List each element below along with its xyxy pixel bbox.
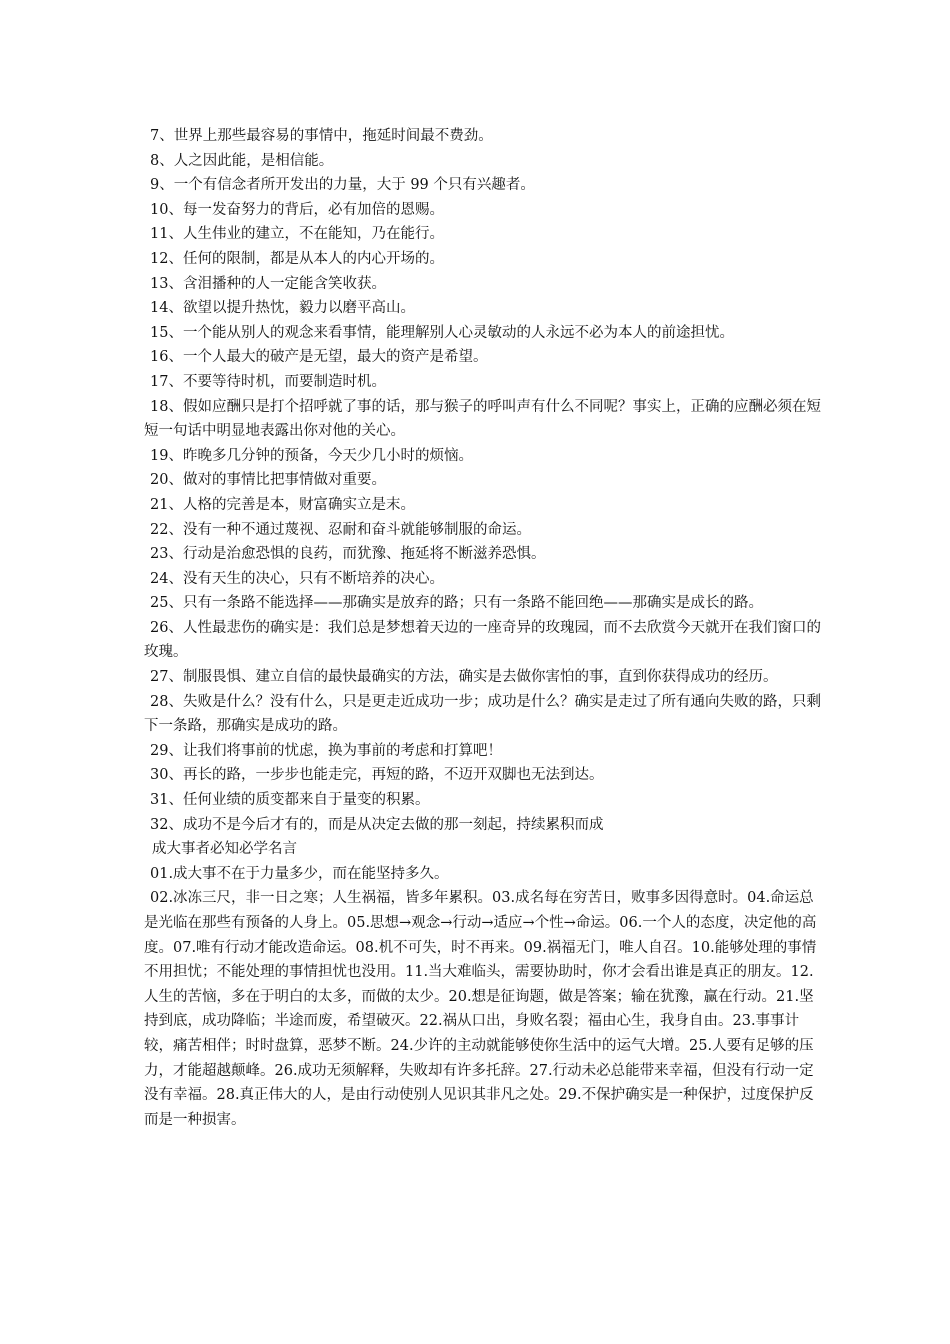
quote-line: 22、没有一种不通过蔑视、忍耐和奋斗就能够制服的命运。 xyxy=(150,521,531,538)
quote-line: 7、世界上那些最容易的事情中，拖延时间最不费劲。 xyxy=(150,128,493,144)
quote-line: 19、昨晚多几分钟的预备，今天少几小时的烦恼。 xyxy=(150,447,473,464)
quote-line: 11、人生伟业的建立，不在能知，乃在能行。 xyxy=(150,226,444,243)
quote-line: 31、任何业绩的质变都来自于量变的积累。 xyxy=(150,792,430,809)
quote-line: 10、每一发奋努力的背后，必有加倍的恩赐。 xyxy=(150,201,444,218)
quote-line: 18、假如应酬只是打个招呼就了事的话，那与猴子的呼叫声有什么不同呢？事实上，正确的应酬必须在短短一句话中明显地表露出你对他的关心。 xyxy=(144,398,821,440)
quote-line: 8、人之因此能，是相信能。 xyxy=(150,152,334,169)
quote-line: 26、人性最悲伤的确实是：我们总是梦想着天边的一座奇异的玫瑰园，而不去欣赏今天就开在我们窗口的玫瑰。 xyxy=(144,619,821,661)
quote-line: 27、制服畏惧、建立自信的最快最确实的方法，确实是去做你害怕的事，直到你获得成功的经历。 xyxy=(150,669,778,686)
section-paragraph: 02.冰冻三尺，非一日之寒；人生祸福，皆多年累积。03.成名每在穷苦日，败事多因得意时。04.命运总是光临在那些有预备的人身上。05.思想→观念→行动→适应→个性→命运。06.一个人的态度，决定他的高度。07.唯有行动才能改造命运。08.机不可失，时不再来。09.祸福无门，唯人自召。10.能够处理的事情不用担忧；不能处理的事情担忧也没用。11.当大难临头，需要协助时，你才会看出谁是真正的朋友。12.人生的苦恼，多在于明白的太多，而做的太少。20.想是征询题，做是答案；输在犹豫，赢在行动。21.坚持到底，成功降临；半途而废，希望破灭。22.祸从口出，身败名裂；福由心生，我身自由。23.事事计较，痛苦相伴；时时盘算，恶梦不断。24.少许的主动就能够使你生活中的运气大增。25.人要有足够的压力，才能超越颠峰。26.成功无须解释，失败却有许多托辞。27.行动未必总能带来幸福，但没有行动一定没有幸福。28.真正伟大的人，是由行动使别人见识其非凡之处。29.不保护确实是一种保护，过度保护反而是一种损害。 xyxy=(144,890,817,1128)
quote-line: 13、含泪播种的人一定能含笑收获。 xyxy=(150,275,386,292)
quote-line: 9、一个有信念者所开发出的力量，大于 99 个只有兴趣者。 xyxy=(150,177,535,194)
quote-line: 23、行动是治愈恐惧的良药，而犹豫、拖延将不断滋养恐惧。 xyxy=(150,546,546,563)
quote-line: 25、只有一条路不能选择——那确实是放弃的路；只有一条路不能回绝——那确实是成长的路。 xyxy=(150,595,763,612)
section-title: 成大事者必知必学名言 xyxy=(152,841,297,858)
quote-line: 29、让我们将事前的忧虑，换为事前的考虑和打算吧！ xyxy=(150,742,502,759)
quote-line: 21、人格的完善是本，财富确实立是末。 xyxy=(150,496,415,513)
quote-line: 20、做对的事情比把事情做对重要。 xyxy=(150,472,386,489)
quote-line: 28、失败是什么？没有什么，只是更走近成功一步；成功是什么？确实是走过了所有通向失败的路，只剩下一条路，那确实是成功的路。 xyxy=(144,693,821,735)
document-body xyxy=(144,124,824,1132)
quote-line: 30、再长的路，一步步也能走完，再短的路，不迈开双脚也无法到达。 xyxy=(150,767,604,784)
quote-line: 14、欲望以提升热忱，毅力以磨平高山。 xyxy=(150,300,415,317)
quote-line: 16、一个人最大的破产是无望，最大的资产是希望。 xyxy=(150,349,488,366)
quote-line: 24、没有天生的决心，只有不断培养的决心。 xyxy=(150,570,444,587)
quote-line: 32、成功不是今后才有的，而是从决定去做的那一刻起，持续累积而成 xyxy=(150,816,604,833)
quote-line: 12、任何的限制，都是从本人的内心开场的。 xyxy=(150,250,444,267)
section-line: 01.成大事不在于力量多少，而在能坚持多久。 xyxy=(150,865,449,882)
quote-line: 17、不要等待时机，而要制造时机。 xyxy=(150,373,386,390)
quote-line: 15、一个能从别人的观念来看事情，能理解别人心灵敏动的人永远不必为本人的前途担忧。 xyxy=(150,324,734,341)
